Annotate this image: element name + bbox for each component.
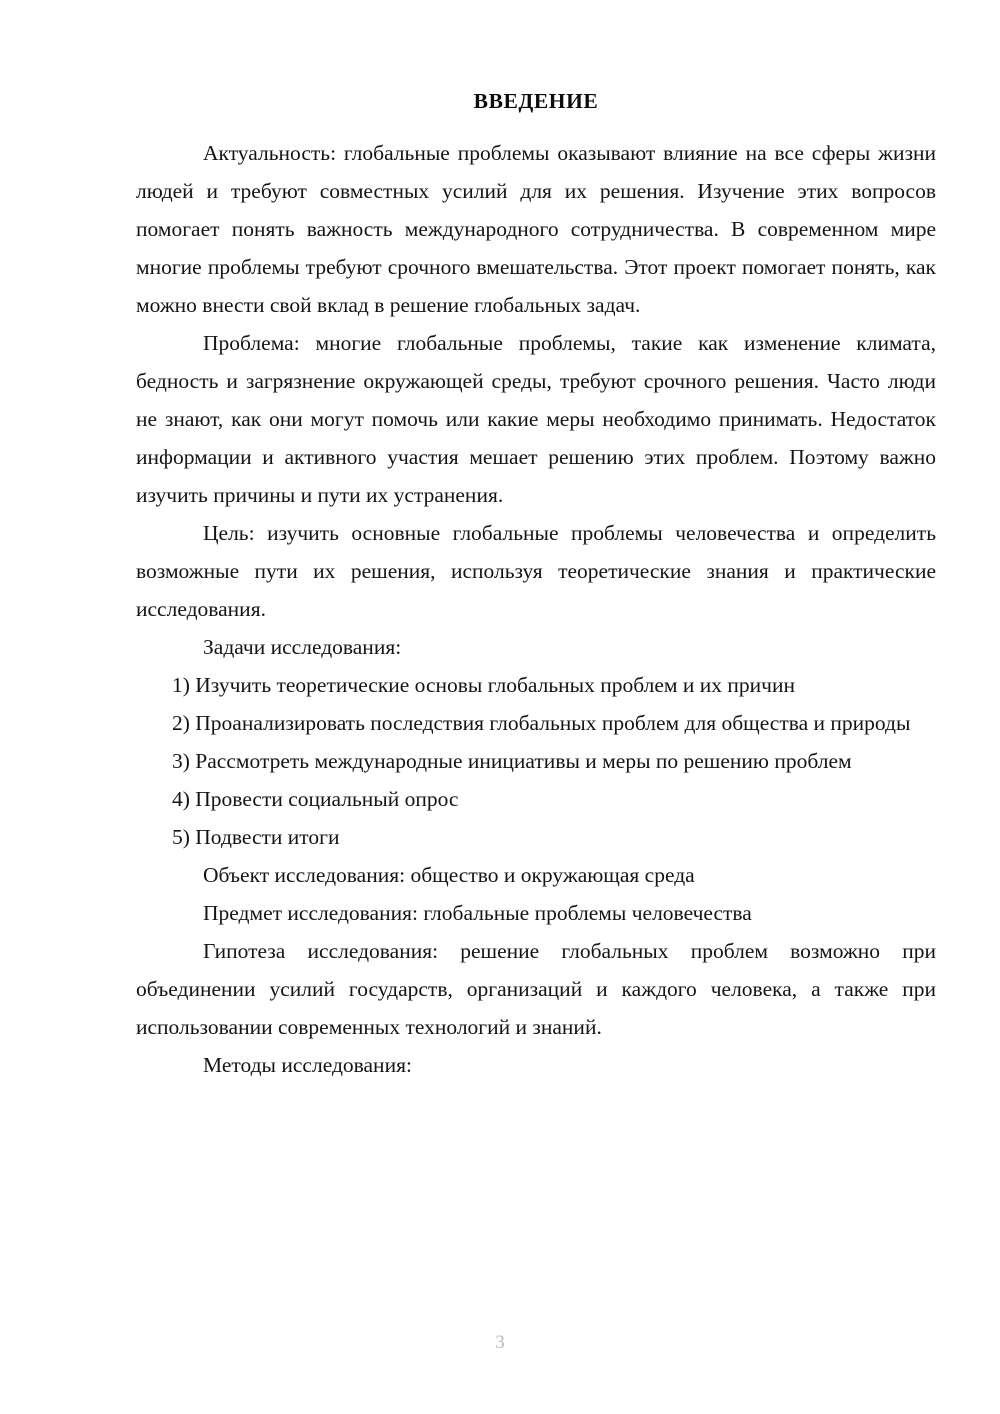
list-item: 1) Изучить теоретические основы глобальных проблем и их причин [172, 673, 795, 697]
list-item: 3) Рассмотреть международные инициативы и меры по решению проблем [172, 749, 852, 773]
document-body [136, 86, 936, 1084]
list-item: 4) Провести социальный опрос [172, 787, 459, 811]
paragraph-relevance: Актуальность: глобальные проблемы оказывают влияние на все сферы жизни людей и требуют совместных усилий для их решения. Изучение этих вопросов помогает понять важность международного сотрудничества. В современном мире многие проблемы требуют срочного вмешательства. Этот проект помогает понять, как можно внести свой вклад в решение глобальных задач. [136, 141, 936, 317]
page-title: ВВЕДЕНИЕ [473, 89, 599, 113]
paragraph-goal: Цель: изучить основные глобальные проблемы человечества и определить возможные пути их решения, используя теоретические знания и практические исследования. [136, 521, 936, 621]
page-number: 3 [495, 1332, 505, 1353]
list-item: 2) Проанализировать последствия глобальных проблем для общества и природы [172, 711, 911, 735]
paragraph-hypothesis: Гипотеза исследования: решение глобальных проблем возможно при объединении усилий государств, организаций и каждого человека, а также при использовании современных технологий и знаний. [136, 939, 936, 1039]
paragraph-problem: Проблема: многие глобальные проблемы, такие как изменение климата, бедность и загрязнение окружающей среды, требуют срочного решения. Часто люди не знают, как они могут помочь или какие меры необходимо принимать. Недостаток информации и активного участия мешает решению этих проблем. Поэтому важно изучить причины и пути их устранения. [136, 331, 936, 507]
list-item: 5) Подвести итоги [172, 825, 340, 849]
paragraph-subject: Предмет исследования: глобальные проблемы человечества [203, 901, 752, 925]
tasks-heading: Задачи исследования: [203, 635, 402, 659]
paragraph-object: Объект исследования: общество и окружающая среда [203, 863, 695, 887]
methods-heading: Методы исследования: [203, 1053, 412, 1077]
